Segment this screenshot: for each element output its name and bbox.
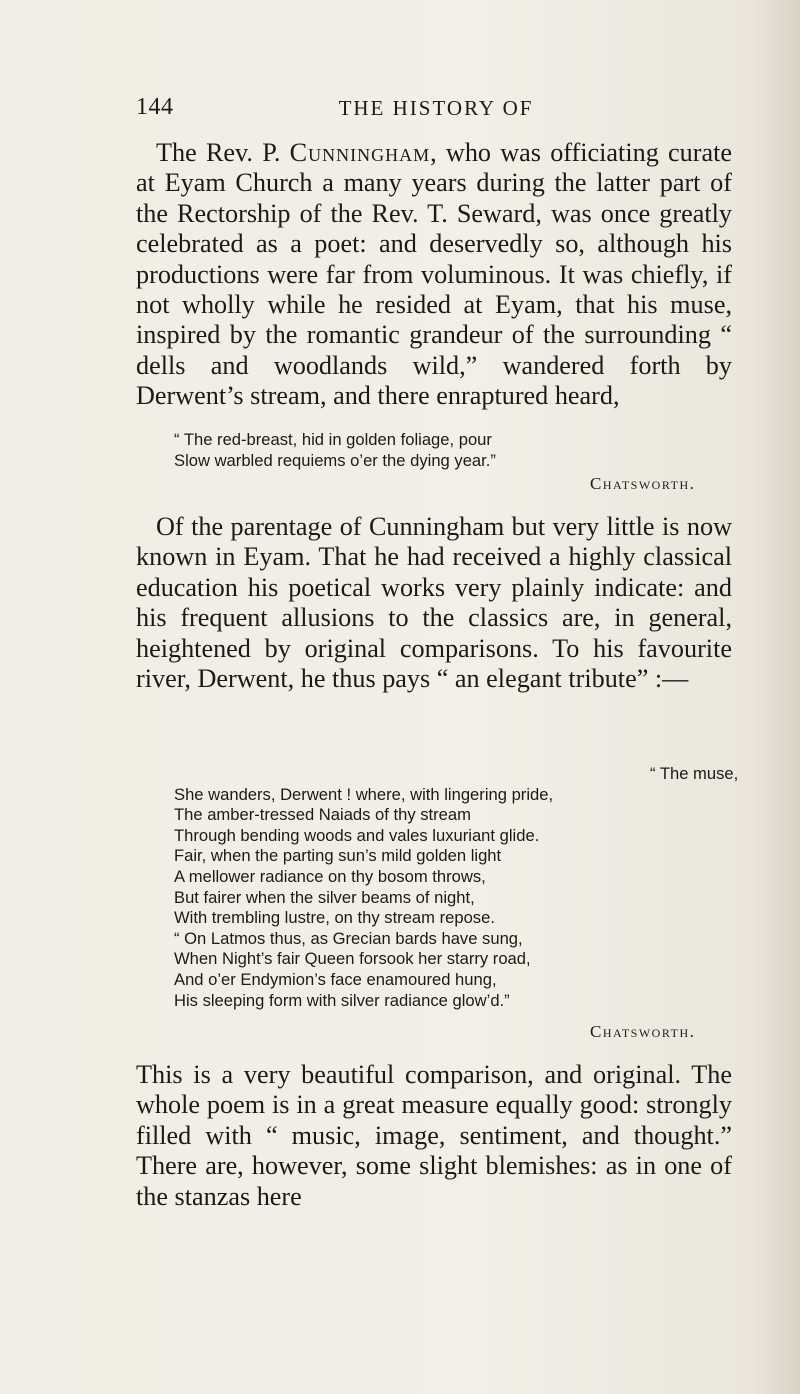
quote-attribution: Chatsworth. [590, 1022, 696, 1041]
quote-line: Through bending woods and vales luxuriant glide. [174, 825, 540, 845]
quote-line: And o’er Endymion’s face enamoured hung, [174, 969, 497, 989]
quote-line: “ The red-breast, hid in golden foliage, pour [174, 430, 492, 449]
quote-line: “ The muse, [650, 764, 739, 783]
quote-line: The amber-tressed Naiads of thy stream [174, 805, 471, 825]
quote-line: Slow warbled requiems o’er the dying year.” [174, 450, 496, 470]
page-header [136, 94, 736, 134]
quote-line: A mellower radiance on thy bosom throws, [174, 866, 486, 886]
paragraph-text: , who was officiating curate at Eyam Church a many years during the latter part of the Rectorship of the Rev. T. Seward, was once greatly celebrated as a poet: and deservedly so, although his productions were far from voluminous. It was chiefly, if not wholly while he resided at Eyam, that his muse, inspired by the romantic grandeur of the surrounding “ dells and woodlands wild,” wandered forth by Derwent’s stream, and there enraptured heard, [136, 138, 732, 411]
quote-line: “ On Latmos thus, as Grecian bards have sung, [174, 928, 523, 948]
running-head: THE HISTORY OF [338, 96, 534, 120]
quote-line: Fair, when the parting sun’s mild golden light [174, 846, 502, 866]
quote-attribution: Chatsworth. [590, 474, 696, 493]
page-number: 144 [136, 94, 174, 120]
name-small-caps: Cunningham [289, 138, 431, 167]
quote-red-breast [174, 430, 496, 471]
paragraph-text: Of the parentage of Cunningham but very little is now known in Eyam. That he had received a highly classical education his poetical works very plainly indicate: and his frequent allusions to the classics are, in general, heightened by original comparisons. To his favourite river, Derwent, he thus pays “ an elegant tribute” :— [136, 512, 732, 694]
quote-line: But fairer when the silver beams of night, [174, 887, 475, 907]
quote-line: With trembling lustre, on thy stream repose. [174, 908, 495, 928]
paragraph-cunningham-intro [136, 138, 732, 412]
paragraph-text: This is a very beautiful comparison, and original. The whole poem is in a great measure equally good: strongly filled with “ music, image, sentiment, and thought.” There are, however, some slight blemishes: as in one of the stanzas here [136, 1060, 732, 1211]
paragraph-parentage [136, 512, 732, 694]
name-prefix: The Rev. P. [156, 138, 290, 167]
quote-line: She wanders, Derwent ! where, with lingering pride, [174, 784, 554, 804]
quote-derwent [174, 764, 738, 1011]
quote-line: His sleeping form with silver radiance glow’d.” [174, 990, 510, 1010]
paragraph-comparison [136, 1060, 732, 1212]
quote-line: When Night’s fair Queen forsook her starry road, [174, 949, 531, 969]
